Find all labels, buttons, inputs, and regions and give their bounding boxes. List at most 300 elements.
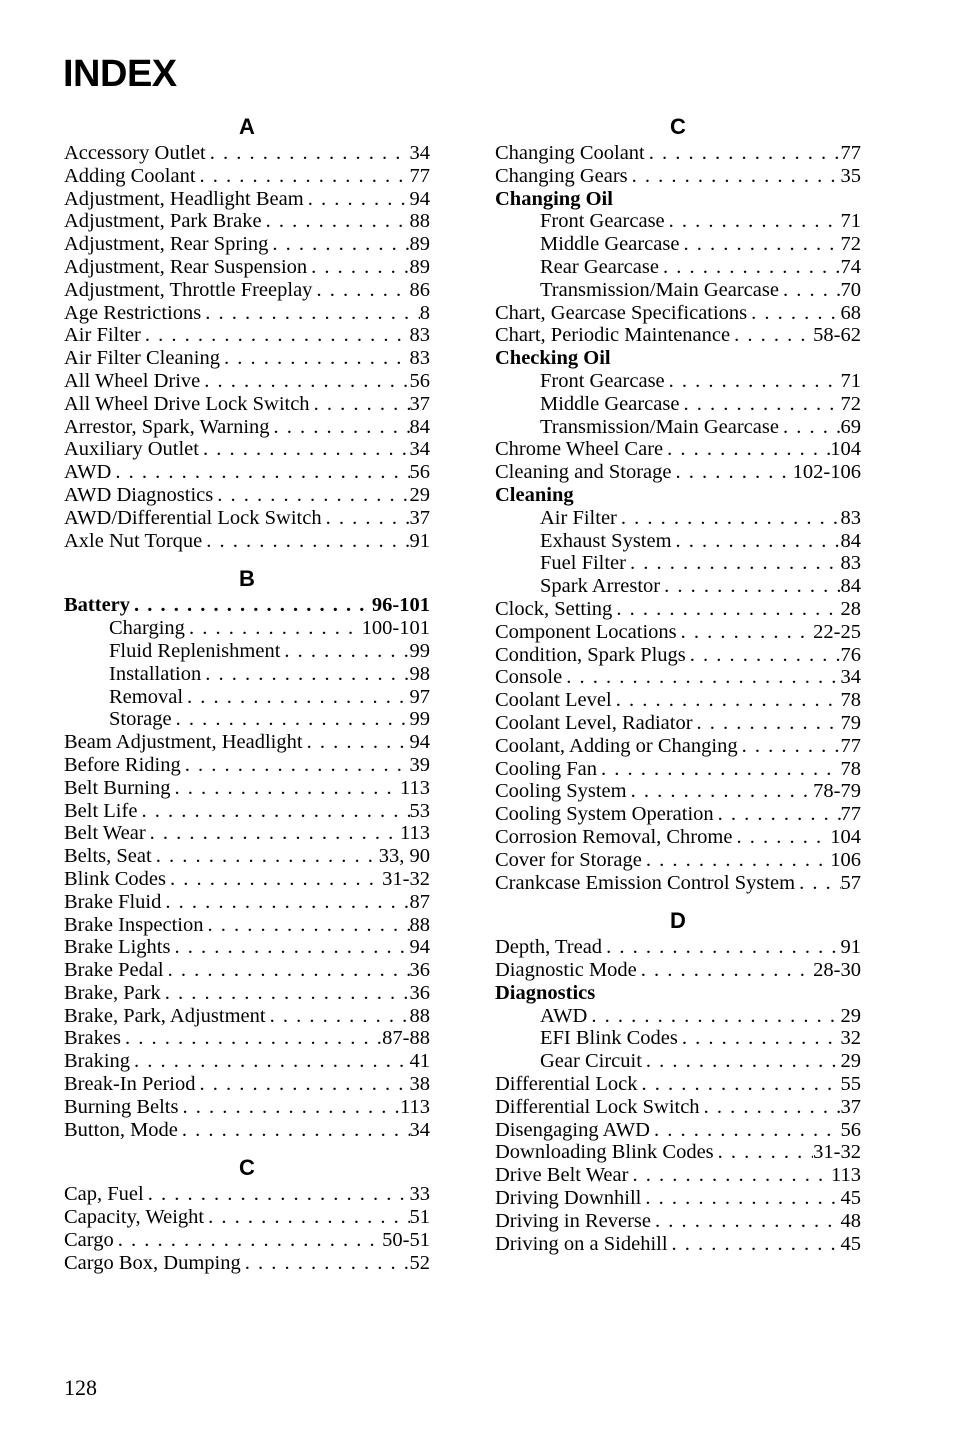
dot-leader bbox=[196, 1073, 410, 1096]
dot-leader bbox=[268, 233, 409, 256]
entry-label: Driving on a Sidehill bbox=[495, 1232, 668, 1255]
page-title: INDEX bbox=[63, 53, 177, 95]
dot-leader bbox=[137, 800, 409, 823]
entry-page: 22-25 bbox=[813, 620, 861, 643]
dot-leader bbox=[152, 845, 379, 868]
index-entry bbox=[495, 826, 861, 849]
index-entry bbox=[495, 780, 861, 803]
dot-leader bbox=[172, 708, 410, 731]
dot-leader bbox=[141, 324, 410, 347]
entry-page: 57 bbox=[840, 871, 861, 894]
entry-page: 78 bbox=[840, 757, 861, 780]
entry-page: 102-106 bbox=[792, 461, 861, 484]
index-subentry bbox=[64, 640, 430, 663]
dot-leader bbox=[203, 914, 409, 937]
entry-page: 28 bbox=[840, 597, 861, 620]
entry-page: 98 bbox=[409, 662, 430, 685]
entry-label: Transmission/Main Gearcase bbox=[540, 415, 779, 438]
dot-leader bbox=[164, 959, 410, 982]
index-entry bbox=[64, 982, 430, 1005]
dot-leader bbox=[693, 712, 841, 735]
dot-leader bbox=[130, 594, 372, 617]
dot-leader bbox=[677, 621, 814, 644]
index-entry bbox=[64, 1073, 430, 1096]
index-subentry bbox=[64, 708, 430, 731]
dot-leader bbox=[170, 936, 409, 959]
dot-leader bbox=[170, 777, 400, 800]
entry-label: Axle Nut Torque bbox=[64, 529, 203, 552]
entry-page: 70 bbox=[840, 278, 861, 301]
entry-page: 89 bbox=[409, 233, 430, 256]
entry-page: 83 bbox=[840, 552, 861, 575]
dot-leader bbox=[612, 598, 840, 621]
entry-page: 51 bbox=[409, 1206, 430, 1229]
entry-label: AWD bbox=[540, 1004, 588, 1027]
entry-page: 89 bbox=[409, 255, 430, 278]
entry-label: Cover for Storage bbox=[495, 848, 642, 871]
dot-leader bbox=[310, 393, 410, 416]
entry-label: Chart, Gearcase Specifications bbox=[495, 301, 748, 324]
dot-leader bbox=[617, 507, 841, 530]
index-subentry bbox=[64, 663, 430, 686]
dot-leader bbox=[795, 872, 840, 895]
entry-label: AWD Diagnostics bbox=[64, 483, 214, 506]
entry-label: Adjustment, Rear Spring bbox=[64, 233, 269, 256]
entry-page: 83 bbox=[409, 347, 430, 370]
dot-leader bbox=[628, 1164, 831, 1187]
dot-leader bbox=[597, 758, 841, 781]
entry-label: Coolant Level bbox=[495, 689, 612, 712]
entry-label: Diagnostics bbox=[495, 981, 596, 1004]
dot-leader bbox=[181, 754, 410, 777]
entry-page: 48 bbox=[840, 1209, 861, 1232]
entry-label: Clock, Setting bbox=[495, 597, 613, 620]
entry-page: 41 bbox=[409, 1050, 430, 1073]
entry-page: 78 bbox=[840, 689, 861, 712]
entry-label: Brake, Park, Adjustment bbox=[64, 1004, 266, 1027]
entry-page: 39 bbox=[409, 753, 430, 776]
entry-page: 36 bbox=[409, 981, 430, 1004]
index-heading bbox=[495, 347, 861, 370]
dot-leader bbox=[220, 347, 409, 370]
entry-page: 56 bbox=[409, 461, 430, 484]
index-entry bbox=[64, 438, 430, 461]
index-subentry bbox=[495, 1027, 861, 1050]
index-subentry bbox=[495, 1005, 861, 1028]
entry-label: Storage bbox=[109, 708, 172, 731]
dot-leader bbox=[651, 1210, 841, 1233]
dot-leader bbox=[114, 1229, 382, 1252]
index-entry bbox=[495, 621, 861, 644]
index-entry bbox=[495, 758, 861, 781]
dot-leader bbox=[562, 666, 840, 689]
entry-page: 34 bbox=[409, 1118, 430, 1141]
entry-page: 84 bbox=[840, 575, 861, 598]
dot-leader bbox=[626, 552, 841, 575]
entry-page: 35 bbox=[840, 164, 861, 187]
index-entry bbox=[64, 484, 430, 507]
dot-leader bbox=[650, 1119, 841, 1142]
entry-label: Spark Arrestor bbox=[540, 575, 661, 598]
entry-label: Crankcase Emission Control System bbox=[495, 871, 796, 894]
dot-leader bbox=[679, 233, 840, 256]
index-entry bbox=[64, 777, 430, 800]
dot-leader bbox=[627, 780, 814, 803]
index-entry bbox=[64, 1183, 430, 1206]
dot-leader bbox=[638, 1073, 841, 1096]
entry-page: 77 bbox=[840, 142, 861, 164]
entry-label: Fluid Replenishment bbox=[109, 639, 281, 662]
entry-page: 32 bbox=[840, 1027, 861, 1050]
dot-leader bbox=[738, 735, 841, 758]
index-column-right bbox=[495, 112, 861, 1255]
section-letter: C bbox=[239, 1155, 255, 1181]
entry-label: Cargo Box, Dumping bbox=[64, 1251, 241, 1274]
entry-label: Belt Wear bbox=[64, 822, 146, 845]
dot-leader bbox=[312, 279, 409, 302]
entry-page: 34 bbox=[409, 142, 430, 164]
index-entry bbox=[64, 324, 430, 347]
index-heading bbox=[495, 982, 861, 1005]
dot-leader bbox=[659, 256, 841, 279]
entry-label: All Wheel Drive Lock Switch bbox=[64, 392, 310, 415]
index-entry bbox=[64, 891, 430, 914]
entry-page: 106 bbox=[830, 848, 861, 871]
index-entry bbox=[495, 142, 861, 165]
index-entry bbox=[64, 188, 430, 211]
index-entry bbox=[64, 1005, 430, 1028]
entry-label: Cleaning and Storage bbox=[495, 461, 672, 484]
entry-page: 99 bbox=[409, 639, 430, 662]
entry-page: 38 bbox=[409, 1073, 430, 1096]
index-entry bbox=[64, 845, 430, 868]
entry-page: 72 bbox=[840, 233, 861, 256]
entry-page: 87-88 bbox=[382, 1027, 430, 1050]
dot-leader bbox=[266, 1005, 410, 1028]
index-entry bbox=[495, 461, 861, 484]
entry-label: All Wheel Drive bbox=[64, 369, 201, 392]
entry-label: Disengaging AWD bbox=[495, 1118, 650, 1141]
entry-label: Installation bbox=[109, 662, 202, 685]
entry-label: EFI Blink Codes bbox=[540, 1027, 678, 1050]
index-entry bbox=[495, 689, 861, 712]
entry-label: Console bbox=[495, 666, 563, 689]
dot-leader bbox=[199, 438, 410, 461]
entry-page: 77 bbox=[840, 734, 861, 757]
entry-label: Belt Life bbox=[64, 799, 138, 822]
entry-label: Checking Oil bbox=[495, 347, 611, 370]
entry-label: Front Gearcase bbox=[540, 210, 665, 233]
entry-label: Arrestor, Spark, Warning bbox=[64, 415, 270, 438]
entry-label: Brakes bbox=[64, 1027, 121, 1050]
entry-page: 69 bbox=[840, 415, 861, 438]
dot-leader bbox=[672, 530, 841, 553]
dot-leader bbox=[166, 868, 382, 891]
entry-page: 71 bbox=[840, 369, 861, 392]
entry-label: Middle Gearcase bbox=[540, 233, 680, 256]
entry-page: 88 bbox=[409, 210, 430, 233]
entry-page: 97 bbox=[409, 685, 430, 708]
dot-leader bbox=[241, 1252, 410, 1275]
dot-leader bbox=[111, 461, 409, 484]
dot-leader bbox=[660, 575, 840, 598]
entry-page: 94 bbox=[409, 187, 430, 210]
dot-leader bbox=[612, 689, 841, 712]
dot-leader bbox=[121, 1027, 382, 1050]
entry-page: 50-51 bbox=[382, 1229, 430, 1252]
entry-label: Gear Circuit bbox=[540, 1050, 642, 1073]
index-entry bbox=[495, 803, 861, 826]
entry-label: Corrosion Removal, Chrome bbox=[495, 825, 733, 848]
dot-leader bbox=[213, 484, 409, 507]
index-entry bbox=[64, 914, 430, 937]
entry-page: 29 bbox=[409, 483, 430, 506]
dot-leader bbox=[714, 803, 841, 826]
entry-label: Driving Downhill bbox=[495, 1187, 642, 1210]
index-entry bbox=[64, 347, 430, 370]
index-entry bbox=[64, 279, 430, 302]
dot-leader bbox=[637, 959, 813, 982]
index-entry bbox=[64, 233, 430, 256]
entry-label: Adjustment, Throttle Freeplay bbox=[64, 278, 313, 301]
entry-label: Break-In Period bbox=[64, 1073, 196, 1096]
entry-label: Brake, Park bbox=[64, 981, 161, 1004]
index-subentry bbox=[495, 210, 861, 233]
dot-leader bbox=[202, 530, 409, 553]
dot-leader bbox=[628, 165, 841, 188]
index-section bbox=[495, 936, 861, 1255]
entry-page: 37 bbox=[840, 1095, 861, 1118]
index-subentry bbox=[495, 370, 861, 393]
entry-label: Auxiliary Outlet bbox=[64, 438, 199, 461]
index-subentry bbox=[495, 416, 861, 439]
index-entry bbox=[64, 1119, 430, 1142]
entry-label: Battery bbox=[64, 594, 131, 617]
entry-label: Changing Gears bbox=[495, 164, 628, 187]
entry-label: Charging bbox=[109, 617, 185, 640]
entry-page: 113 bbox=[831, 1164, 861, 1187]
entry-label: Changing Oil bbox=[495, 187, 613, 210]
dot-leader bbox=[642, 1050, 841, 1073]
entry-page: 79 bbox=[840, 711, 861, 734]
entry-label: Exhaust System bbox=[540, 529, 672, 552]
index-entry bbox=[64, 256, 430, 279]
index-subentry bbox=[495, 1050, 861, 1073]
entry-label: Depth, Tread bbox=[495, 936, 603, 959]
entry-page: 28-30 bbox=[813, 959, 861, 982]
index-entry bbox=[495, 302, 861, 325]
entry-page: 94 bbox=[409, 731, 430, 754]
entry-label: Belts, Seat bbox=[64, 845, 152, 868]
dot-leader bbox=[665, 210, 841, 233]
index-entry bbox=[64, 1096, 430, 1119]
entry-page: 86 bbox=[409, 278, 430, 301]
entry-page: 74 bbox=[840, 255, 861, 278]
index-entry bbox=[64, 1206, 430, 1229]
index-entry bbox=[495, 1073, 861, 1096]
index-subentry bbox=[495, 279, 861, 302]
entry-page: 113 bbox=[400, 822, 430, 845]
dot-leader bbox=[641, 1187, 840, 1210]
index-entry bbox=[64, 507, 430, 530]
index-entry bbox=[495, 712, 861, 735]
dot-leader bbox=[587, 1005, 840, 1028]
entry-page: 113 bbox=[400, 776, 430, 799]
index-section bbox=[64, 142, 430, 552]
index-entry bbox=[495, 165, 861, 188]
index-entry bbox=[495, 1164, 861, 1187]
dot-leader bbox=[307, 256, 409, 279]
entry-page: 83 bbox=[409, 324, 430, 347]
entry-page: 45 bbox=[840, 1232, 861, 1255]
entry-page: 87 bbox=[409, 890, 430, 913]
entry-page: 31-32 bbox=[382, 867, 430, 890]
index-heading bbox=[495, 484, 861, 507]
entry-label: Beam Adjustment, Headlight bbox=[64, 731, 303, 754]
index-column-left bbox=[64, 112, 430, 1275]
dot-leader bbox=[262, 210, 410, 233]
entry-label: Removal bbox=[109, 685, 184, 708]
index-section bbox=[64, 594, 430, 1141]
index-entry bbox=[495, 872, 861, 895]
dot-leader bbox=[161, 891, 409, 914]
entry-page: 37 bbox=[409, 506, 430, 529]
entry-page: 55 bbox=[840, 1073, 861, 1096]
dot-leader bbox=[732, 826, 830, 849]
entry-page: 29 bbox=[840, 1050, 861, 1073]
entry-label: Diagnostic Mode bbox=[495, 959, 637, 982]
index-entry bbox=[64, 142, 430, 165]
index-subentry bbox=[495, 575, 861, 598]
index-entry bbox=[495, 644, 861, 667]
entry-page: 94 bbox=[409, 936, 430, 959]
entry-page: 36 bbox=[409, 959, 430, 982]
dot-leader bbox=[270, 416, 410, 439]
index-entry bbox=[495, 936, 861, 959]
dot-leader bbox=[700, 1096, 841, 1119]
entry-page: 76 bbox=[840, 643, 861, 666]
entry-page: 77 bbox=[409, 164, 430, 187]
dot-leader bbox=[678, 1027, 841, 1050]
entry-label: Button, Mode bbox=[64, 1118, 178, 1141]
entry-page: 71 bbox=[840, 210, 861, 233]
entry-label: AWD bbox=[64, 461, 112, 484]
entry-label: Drive Belt Wear bbox=[495, 1164, 629, 1187]
index-section bbox=[64, 1183, 430, 1274]
dot-leader bbox=[663, 438, 830, 461]
index-entry bbox=[64, 800, 430, 823]
dot-leader bbox=[204, 1206, 409, 1229]
entry-page: 31-32 bbox=[813, 1141, 861, 1164]
entry-page: 56 bbox=[409, 369, 430, 392]
entry-page: 33 bbox=[409, 1183, 430, 1206]
entry-label: Air Filter bbox=[540, 506, 617, 529]
index-subentry bbox=[495, 507, 861, 530]
entry-page: 84 bbox=[409, 415, 430, 438]
entry-page: 113 bbox=[400, 1095, 430, 1118]
entry-page: 34 bbox=[840, 666, 861, 689]
section-letter: D bbox=[670, 908, 686, 934]
entry-label: Component Locations bbox=[495, 620, 677, 643]
index-entry bbox=[64, 1229, 430, 1252]
index-entry bbox=[495, 735, 861, 758]
index-entry bbox=[495, 598, 861, 621]
dot-leader bbox=[714, 1141, 814, 1164]
entry-label: Fuel Filter bbox=[540, 552, 626, 575]
entry-label: Adjustment, Headlight Beam bbox=[64, 187, 304, 210]
dot-leader bbox=[196, 165, 410, 188]
entry-label: Brake Pedal bbox=[64, 959, 164, 982]
index-entry bbox=[64, 530, 430, 553]
dot-leader bbox=[201, 663, 409, 686]
entry-page: 104 bbox=[830, 825, 861, 848]
entry-label: Adjustment, Rear Suspension bbox=[64, 255, 308, 278]
entry-label: Chart, Periodic Maintenance bbox=[495, 324, 731, 347]
index-entry bbox=[495, 1141, 861, 1164]
dot-leader bbox=[185, 617, 362, 640]
index-entry bbox=[64, 165, 430, 188]
entry-page: 56 bbox=[840, 1118, 861, 1141]
dot-leader bbox=[130, 1050, 409, 1073]
section-letter: B bbox=[239, 566, 255, 592]
index-subentry bbox=[64, 617, 430, 640]
index-subentry bbox=[495, 530, 861, 553]
entry-label: Accessory Outlet bbox=[64, 142, 206, 164]
index-entry bbox=[64, 754, 430, 777]
dot-leader bbox=[146, 822, 400, 845]
index-subentry bbox=[495, 256, 861, 279]
dot-leader bbox=[200, 370, 409, 393]
dot-leader bbox=[303, 731, 410, 754]
entry-label: Age Restrictions bbox=[64, 301, 202, 324]
index-entry bbox=[64, 1050, 430, 1073]
entry-label: Blink Codes bbox=[64, 867, 166, 890]
index-subentry bbox=[64, 686, 430, 709]
index-entry bbox=[495, 1233, 861, 1256]
entry-page: 84 bbox=[840, 529, 861, 552]
index-entry bbox=[495, 438, 861, 461]
index-entry bbox=[495, 666, 861, 689]
dot-leader bbox=[671, 461, 792, 484]
dot-leader bbox=[322, 507, 410, 530]
index-heading bbox=[495, 188, 861, 211]
entry-label: Differential Lock bbox=[495, 1073, 638, 1096]
entry-label: AWD/Differential Lock Switch bbox=[64, 506, 322, 529]
index-entry bbox=[64, 416, 430, 439]
index-subentry bbox=[495, 233, 861, 256]
index-entry bbox=[64, 210, 430, 233]
dot-leader bbox=[602, 936, 840, 959]
entry-label: Adjustment, Park Brake bbox=[64, 210, 262, 233]
entry-page: 8 bbox=[419, 301, 430, 324]
dot-leader bbox=[183, 686, 409, 709]
entry-label: Downloading Blink Codes bbox=[495, 1141, 714, 1164]
entry-label: Transmission/Main Gearcase bbox=[540, 278, 779, 301]
index-entry bbox=[64, 959, 430, 982]
entry-page: 99 bbox=[409, 708, 430, 731]
entry-page: 77 bbox=[840, 803, 861, 826]
index-entry bbox=[495, 959, 861, 982]
dot-leader bbox=[679, 393, 840, 416]
entry-page: 91 bbox=[409, 529, 430, 552]
entry-page: 104 bbox=[830, 438, 861, 461]
entry-label: Differential Lock Switch bbox=[495, 1095, 700, 1118]
entry-page: 52 bbox=[409, 1251, 430, 1274]
entry-label: Before Riding bbox=[64, 753, 181, 776]
entry-page: 29 bbox=[840, 1004, 861, 1027]
dot-leader bbox=[201, 302, 420, 325]
index-entry bbox=[64, 302, 430, 325]
